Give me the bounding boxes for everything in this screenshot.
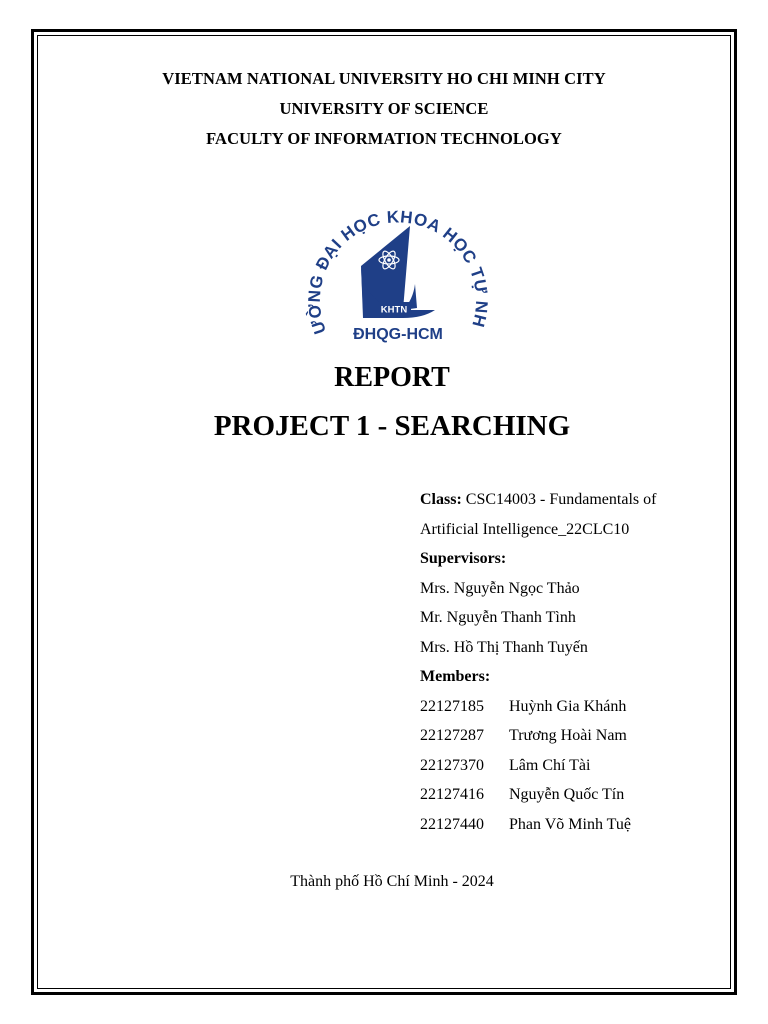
class-value: CSC14003 - Fundamentals of bbox=[465, 491, 657, 508]
member-row bbox=[420, 692, 720, 722]
member-id: 22127416 bbox=[420, 786, 484, 803]
supervisor: Mrs. Hồ Thị Thanh Tuyến bbox=[420, 638, 588, 656]
report-info bbox=[420, 485, 720, 839]
member-name: Lâm Chí Tài bbox=[509, 756, 591, 774]
university-name: VIETNAM NATIONAL UNIVERSITY HO CHI MINH CITY bbox=[162, 69, 606, 88]
member-name: Nguyễn Quốc Tín bbox=[509, 786, 625, 803]
member-name: Huỳnh Gia Khánh bbox=[509, 697, 627, 715]
member-row bbox=[420, 810, 720, 840]
member-id: 22127370 bbox=[420, 756, 484, 774]
member-name: Trương Hoài Nam bbox=[509, 727, 627, 744]
class-row bbox=[420, 485, 720, 515]
member-row bbox=[420, 780, 720, 810]
class-value-cont: Artificial Intelligence_22CLC10 bbox=[420, 520, 630, 538]
footer-place-year: Thành phố Hồ Chí Minh - 2024 bbox=[290, 873, 494, 890]
logo-arc-text: ƯỜNG ĐẠI HỌC KHOA HỌC TỰ NH bbox=[304, 207, 492, 337]
logo-bottom-text: ĐHQG-HCM bbox=[353, 326, 443, 343]
member-row bbox=[420, 751, 720, 781]
faculty-name: FACULTY OF INFORMATION TECHNOLOGY bbox=[206, 129, 562, 148]
members-label: Members: bbox=[420, 668, 491, 685]
member-row bbox=[420, 721, 720, 751]
project-title: PROJECT 1 - SEARCHING bbox=[213, 410, 571, 442]
supervisor: Mrs. Nguyễn Ngọc Thảo bbox=[420, 579, 580, 597]
supervisors-label: Supervisors: bbox=[420, 550, 507, 567]
report-title: REPORT bbox=[334, 362, 450, 393]
member-id: 22127287 bbox=[420, 727, 484, 744]
class-label: Class: bbox=[420, 491, 462, 508]
university-logo bbox=[303, 188, 493, 348]
member-id: 22127185 bbox=[420, 697, 484, 715]
supervisor: Mr. Nguyễn Thanh Tình bbox=[420, 609, 576, 626]
member-id: 22127440 bbox=[420, 815, 484, 833]
school-name: UNIVERSITY OF SCIENCE bbox=[279, 99, 489, 118]
logo-badge-text: KHTN bbox=[380, 304, 408, 316]
member-name: Phan Võ Minh Tuệ bbox=[509, 815, 631, 833]
